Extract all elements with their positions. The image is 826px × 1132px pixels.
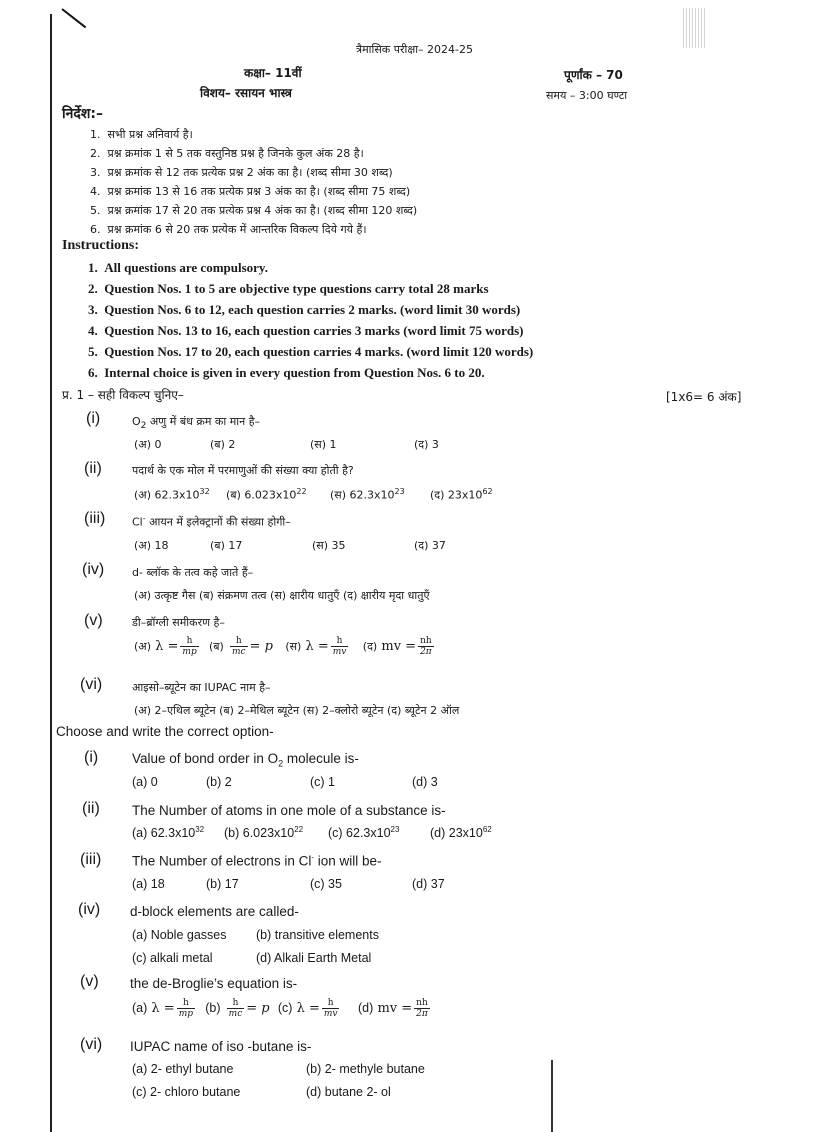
fraction: $\frac{nh}{2\pi}$	[416, 998, 428, 1019]
question-stem: Value of bond order in $O_2$ molecule is-	[132, 751, 359, 769]
debroglie-options-english: (a) λ = $\frac{h}{mp}$ (b) $\frac{h}{mc}$ = p (c) λ = $\frac{h}{mv}$ (d) mv = $\frac{nh}{2\pi}$	[132, 998, 428, 1019]
time-label: समय – 3:00 घण्टा	[546, 89, 628, 102]
corner-pen-mark	[61, 8, 86, 28]
fraction: $\frac{h}{mc}$	[228, 998, 243, 1019]
list-item: 4. प्रश्न क्रमांक 13 से 16 तक प्रत्येक प्रश्न 3 अंक का है। (शब्द सीमा 75 शब्द)	[90, 185, 411, 198]
question-stem: आइसो–ब्यूटेन का IUPAC नाम है–	[132, 681, 271, 694]
list-item: 5. Question Nos. 17 to 20, each question carries 4 marks. (word limit 120 words)	[88, 344, 534, 359]
option: (c) 1	[310, 775, 335, 789]
list-item: 6. Internal choice is given in every question from Question Nos. 6 to 20.	[88, 365, 485, 380]
hindi-instructions-heading: निर्देश:–	[62, 106, 103, 122]
option: (b) 2- methyle butane	[306, 1062, 425, 1076]
q1-hindi-heading: प्र. 1 – सही विकल्प चुनिए–	[62, 388, 184, 402]
question-number: (vi)	[80, 676, 103, 693]
option: (d) 37	[412, 877, 445, 891]
option: (b) $6.023x10^{22}$	[224, 825, 304, 841]
option: (ब) 2	[210, 438, 236, 451]
fraction: $\frac{h}{mp}$	[178, 998, 193, 1019]
option: (a) $62.3x10^{32}$	[132, 825, 205, 841]
option: (c) 35	[310, 877, 342, 891]
class-label: कक्षा– 11वीं	[244, 66, 302, 80]
option: (d) Alkali Earth Metal	[256, 951, 372, 965]
list-item: 2. Question Nos. 1 to 5 are objective type questions carry total 28 marks	[88, 281, 489, 296]
option: (d) butane 2- ol	[306, 1085, 391, 1099]
scan-edge-noise	[683, 8, 705, 48]
list-item: 6. प्रश्न क्रमांक 6 से 20 तक प्रत्येक में आन्तरिक विकल्प दिये गये हैं।	[90, 223, 367, 236]
option: (ब) $6.023x10^{22}$	[226, 487, 307, 502]
question-stem: $O_2$ अणु में बंध क्रम का मान है–	[132, 415, 261, 432]
question-number: (i)	[86, 410, 101, 427]
option: (c) $62.3x10^{23}$	[328, 825, 400, 841]
option: (d) 3	[412, 775, 438, 789]
question-number: (ii)	[82, 800, 100, 817]
exam-title: त्रैमासिक परीक्षा– 2024-25	[356, 43, 474, 56]
option: (d) $23x10^{62}$	[430, 825, 492, 841]
question-stem: डी–ब्रॉग्ली समीकरण है–	[132, 616, 225, 629]
q1-english-heading: Choose and write the correct option-	[56, 724, 274, 739]
question-number: (i)	[84, 749, 99, 766]
fraction: $\frac{nh}{2\pi}$	[420, 636, 432, 657]
option: (स) $62.3x10^{23}$	[330, 487, 405, 502]
page-border-right	[551, 1060, 553, 1132]
list-item: 2. प्रश्न क्रमांक 1 से 5 तक वस्तुनिष्ठ प्रश्न है जिनके कुल अंक 28 है।	[90, 147, 364, 160]
question-number: (iv)	[82, 561, 105, 578]
option-line: (अ) उत्कृष्ट गैस (ब) संक्रमण तत्व (स) क्षारीय धातुएँ (द) क्षारीय मृदा धातुएँ	[134, 589, 430, 602]
option: (अ) $62.3x10^{32}$	[134, 487, 210, 502]
question-number: (iv)	[78, 901, 101, 918]
max-marks: पूर्णांक – 70	[564, 68, 623, 82]
q1-marks: [1x6= 6 अंक]	[666, 390, 742, 404]
option: (a) 2- ethyl butane	[132, 1062, 234, 1076]
option: (अ) 18	[134, 539, 169, 552]
option: (a) 18	[132, 877, 165, 891]
option: (a) Noble gasses	[132, 928, 227, 942]
question-stem: Cl- आयन में इलेक्ट्रानों की संख्या होगी–	[132, 514, 291, 529]
list-item: 1. All questions are compulsory.	[88, 260, 268, 275]
option: (a) 0	[132, 775, 158, 789]
question-number: (vi)	[80, 1036, 103, 1053]
option: (c) alkali metal	[132, 951, 213, 965]
fraction: $\frac{h}{mc}$	[231, 636, 246, 657]
list-item: 1. सभी प्रश्न अनिवार्य है।	[90, 128, 193, 141]
list-item: 4. Question Nos. 13 to 16, each question carries 3 marks (word limit 75 words)	[88, 323, 524, 338]
question-stem: the de-Broglie’s equation is-	[130, 976, 298, 991]
option: (अ) 0	[134, 438, 162, 451]
question-number: (iii)	[80, 851, 102, 868]
list-item: 5. प्रश्न क्रमांक 17 से 20 तक प्रत्येक प्रश्न 4 अंक का है। (शब्द सीमा 120 शब्द)	[90, 204, 418, 217]
question-stem: The Number of electrons in Cl- ion will be-	[132, 853, 382, 869]
subject-label: विशय– रसायन भास्त्र	[200, 86, 292, 100]
option: (b) 17	[206, 877, 239, 891]
question-stem: पदार्थ के एक मोल में परमाणुओं की संख्या क्या होती है?	[132, 464, 354, 477]
question-number: (v)	[84, 612, 103, 629]
english-instructions-heading: Instructions:	[62, 238, 140, 253]
page-border-left	[50, 14, 52, 1132]
option: (ब) 17	[210, 539, 243, 552]
question-number: (iii)	[84, 510, 106, 527]
option: (द) 37	[414, 539, 446, 552]
fraction: $\frac{h}{mp}$	[182, 636, 197, 657]
list-item: 3. प्रश्न क्रमांक से 12 तक प्रत्येक प्रश्न 2 अंक का है। (शब्द सीमा 30 शब्द)	[90, 166, 393, 179]
option: (द) $23x10^{62}$	[430, 487, 493, 502]
option: (स) 35	[312, 539, 346, 552]
option: (b) transitive elements	[256, 928, 379, 942]
question-stem: d- ब्लॉक के तत्व कहे जाते हैं–	[132, 566, 254, 579]
question-stem: The Number of atoms in one mole of a substance is-	[132, 803, 446, 818]
list-item: 3. Question Nos. 6 to 12, each question carries 2 marks. (word limit 30 words)	[88, 302, 521, 317]
fraction: $\frac{h}{mv}$	[332, 636, 347, 657]
option: (c) 2- chloro butane	[132, 1085, 241, 1099]
option: (द) 3	[414, 438, 439, 451]
question-stem: d-block elements are called-	[130, 904, 299, 919]
question-number: (v)	[80, 973, 99, 990]
fraction: $\frac{h}{mv}$	[323, 998, 338, 1019]
question-number: (ii)	[84, 460, 102, 477]
option: (b) 2	[206, 775, 232, 789]
option-line: (अ) 2–एथिल ब्यूटेन (ब) 2–मेथिल ब्यूटेन (स) 2–क्लोरो ब्यूटेन (द) ब्यूटेन 2 ऑल	[134, 704, 460, 717]
question-stem: IUPAC name of iso -butane is-	[130, 1039, 312, 1054]
option: (स) 1	[310, 438, 337, 451]
debroglie-options-hindi: (अ) λ = $\frac{h}{mp}$ (ब) $\frac{h}{mc}$ = p (स) λ = $\frac{h}{mv}$ (द) mv = $\frac{nh}{2\pi}$	[134, 636, 432, 657]
